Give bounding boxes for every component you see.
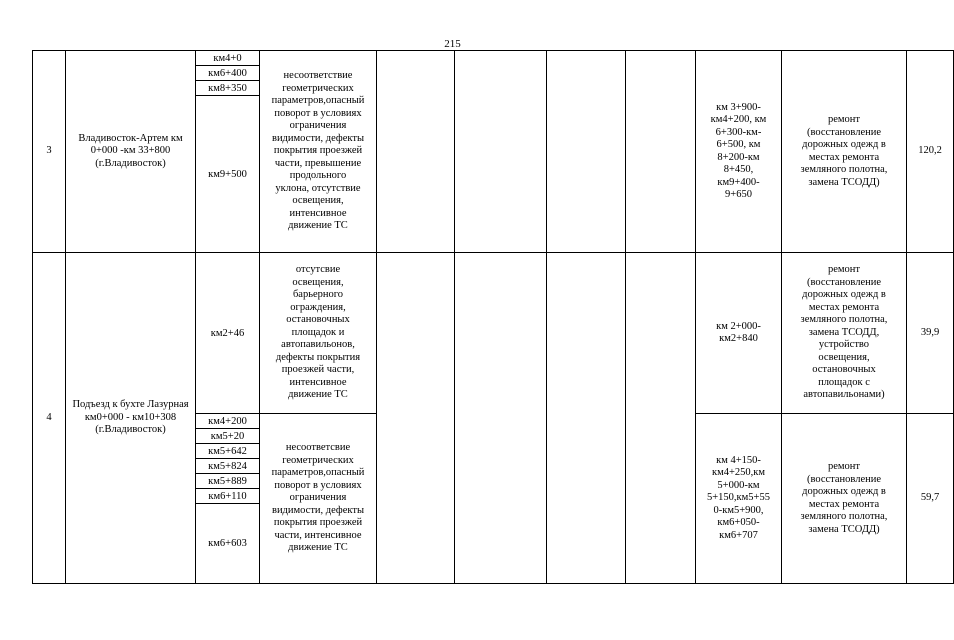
empty-cell — [455, 51, 547, 253]
km-mark: км6+110 — [196, 489, 260, 504]
km-mark: км5+642 — [196, 444, 260, 459]
empty-cell — [547, 253, 626, 584]
km-mark: км4+0 — [196, 51, 260, 66]
km-mark: км8+350 — [196, 81, 260, 96]
locations-cell: км 4+150- км4+250,км 5+000-км 5+150,км5+55 0-км5+900, км6+050- км6+707 — [696, 414, 782, 584]
empty-cell — [626, 51, 696, 253]
row-number: 3 — [33, 51, 66, 253]
road-defects-table — [32, 50, 954, 584]
defects-cell: несоответсвие геометрических параметров,опасный поворот в условиях ограничения видимости, дефекты покрытия проезжей части, интенсивное движение ТС — [260, 414, 377, 584]
empty-cell — [547, 51, 626, 253]
empty-cell — [455, 253, 547, 584]
km-mark: км4+200 — [196, 414, 260, 429]
empty-cell — [626, 253, 696, 584]
km-mark: км6+603 — [196, 504, 260, 584]
km-mark: км6+400 — [196, 66, 260, 81]
measures-cell: ремонт (восстановление дорожных одежд в местах ремонта земляного полотна, замена ТСОДД, устройство освещения, остановочных площадок с автопавильонами) — [782, 253, 907, 414]
locations-cell: км 2+000- км2+840 — [696, 253, 782, 414]
value-cell: 39,9 — [907, 253, 954, 414]
locations-cell: км 3+900- км4+200, км 6+300-км- 6+500, км 8+200-км 8+450, км9+400- 9+650 — [696, 51, 782, 253]
km-mark: км2+46 — [196, 253, 260, 414]
road-name: Подъезд к бухте Лазурная км0+000 - км10+308 (г.Владивосток) — [66, 253, 196, 584]
value-cell: 59,7 — [907, 414, 954, 584]
km-mark: км9+500 — [196, 96, 260, 253]
page-number: 215 — [444, 38, 461, 50]
km-mark: км5+824 — [196, 459, 260, 474]
km-mark: км5+889 — [196, 474, 260, 489]
measures-cell: ремонт (восстановление дорожных одежд в местах ремонта земляного полотна, замена ТСОДД) — [782, 51, 907, 253]
measures-cell: ремонт (восстановление дорожных одежд в местах ремонта земляного полотна, замена ТСОДД) — [782, 414, 907, 584]
road-name: Владивосток-Артем км 0+000 -км 33+800 (г.Владивосток) — [66, 51, 196, 253]
value-cell: 120,2 — [907, 51, 954, 253]
defects-cell: отсутсвие освещения, барьерного ограждения, остановочных площадок и автопавильонов, дефекты покрытия проезжей части, интенсивное движение ТС — [260, 253, 377, 414]
row-number: 4 — [33, 253, 66, 584]
empty-cell — [377, 253, 455, 584]
empty-cell — [377, 51, 455, 253]
defects-cell: несоответствие геометрических параметров,опасный поворот в условиях ограничения видимости, дефекты покрытия проезжей части, превышение продольного уклона, отсутствие освещения, интенсивное движение ТС — [260, 51, 377, 253]
km-mark: км5+20 — [196, 429, 260, 444]
